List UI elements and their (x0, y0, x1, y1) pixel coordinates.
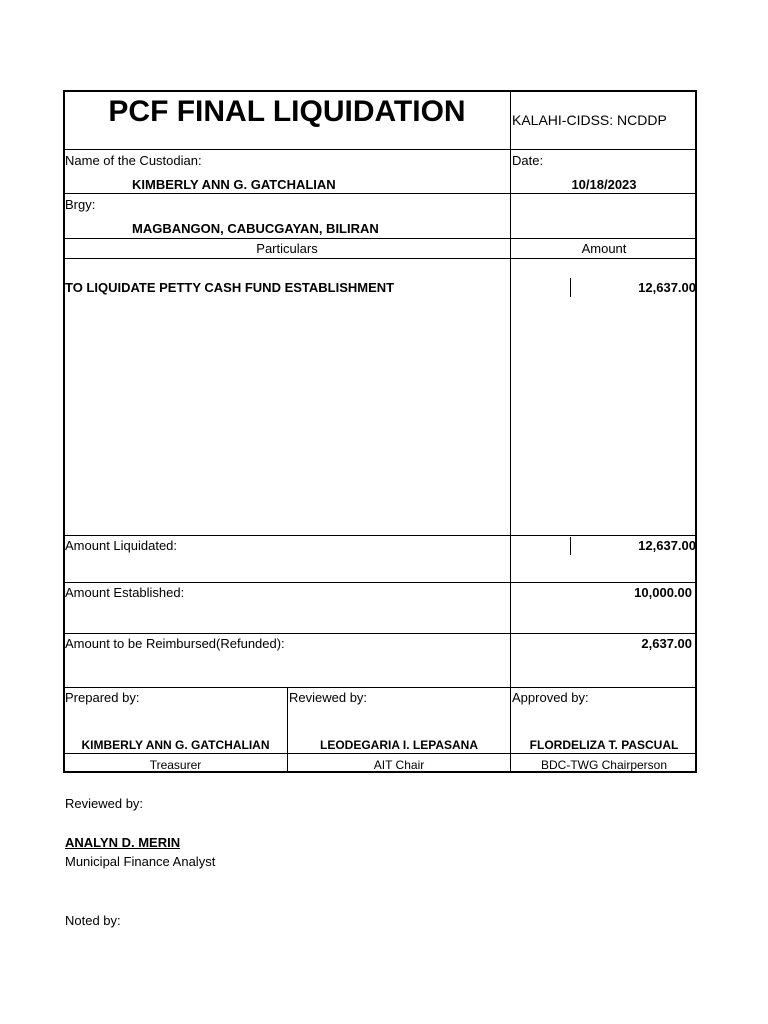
rule-columns-bottom (64, 258, 697, 259)
date-value: 10/18/2023 (571, 177, 637, 192)
amount-tick-mark (570, 278, 571, 297)
column-header-particulars: Particulars (256, 241, 318, 256)
approved-by-label: Approved by: (512, 690, 589, 705)
approved-by-title: BDC-TWG Chairperson (540, 758, 668, 772)
rule-signature-names-bottom (64, 753, 697, 754)
custodian-label: Name of the Custodian: (65, 153, 202, 168)
amount-tick-mark (570, 537, 571, 555)
rule-custodian-bottom (64, 193, 697, 194)
amount-reimbursed-value: 2,637.00 (641, 636, 692, 651)
rule-amount-column (510, 91, 511, 772)
amount-established-label: Amount Established: (65, 585, 185, 600)
brgy-label: Brgy: (65, 197, 96, 212)
approved-by-name: FLORDELIZA T. PASCUAL (529, 738, 679, 752)
amount-liquidated-label: Amount Liquidated: (65, 538, 178, 553)
footer-reviewer-name: ANALYN D. MERIN (65, 835, 181, 850)
column-header-amount: Amount (581, 241, 627, 256)
rule-items-bottom (64, 535, 697, 536)
custodian-name: KIMBERLY ANN G. GATCHALIAN (132, 177, 336, 192)
rule-established-bottom (64, 633, 697, 634)
amount-established-value: 10,000.00 (634, 585, 692, 600)
rule-brgy-bottom (64, 238, 697, 239)
item-description: TO LIQUIDATE PETTY CASH FUND ESTABLISHMENT (65, 280, 395, 295)
rule-header-bottom (64, 149, 697, 150)
amount-reimbursed-label: Amount to be Reimbursed(Refunded): (65, 636, 285, 651)
rule-reimbursed-bottom (64, 687, 697, 688)
prepared-by-label: Prepared by: (65, 690, 140, 705)
rule-liquidated-bottom (64, 582, 697, 583)
program-label: KALAHI-CIDSS: NCDDP (512, 112, 667, 128)
reviewed-by-name: LEODEGARIA I. LEPASANA (319, 738, 478, 752)
amount-liquidated-value: 12,637.00 (638, 538, 696, 553)
footer-noted-by-label: Noted by: (65, 913, 121, 928)
page-title: PCF FINAL LIQUIDATION (108, 95, 466, 128)
reviewed-by-title: AIT Chair (373, 758, 425, 772)
item-amount: 12,637.00 (638, 280, 696, 295)
reviewed-by-label: Reviewed by: (289, 690, 368, 705)
footer-reviewed-by-label: Reviewed by: (65, 796, 144, 811)
footer-reviewer-title: Municipal Finance Analyst (65, 854, 216, 869)
prepared-by-name: KIMBERLY ANN G. GATCHALIAN (81, 738, 270, 752)
date-label: Date: (512, 153, 544, 168)
prepared-by-title: Treasurer (149, 758, 202, 772)
brgy-value: MAGBANGON, CABUCGAYAN, BILIRAN (132, 221, 379, 236)
